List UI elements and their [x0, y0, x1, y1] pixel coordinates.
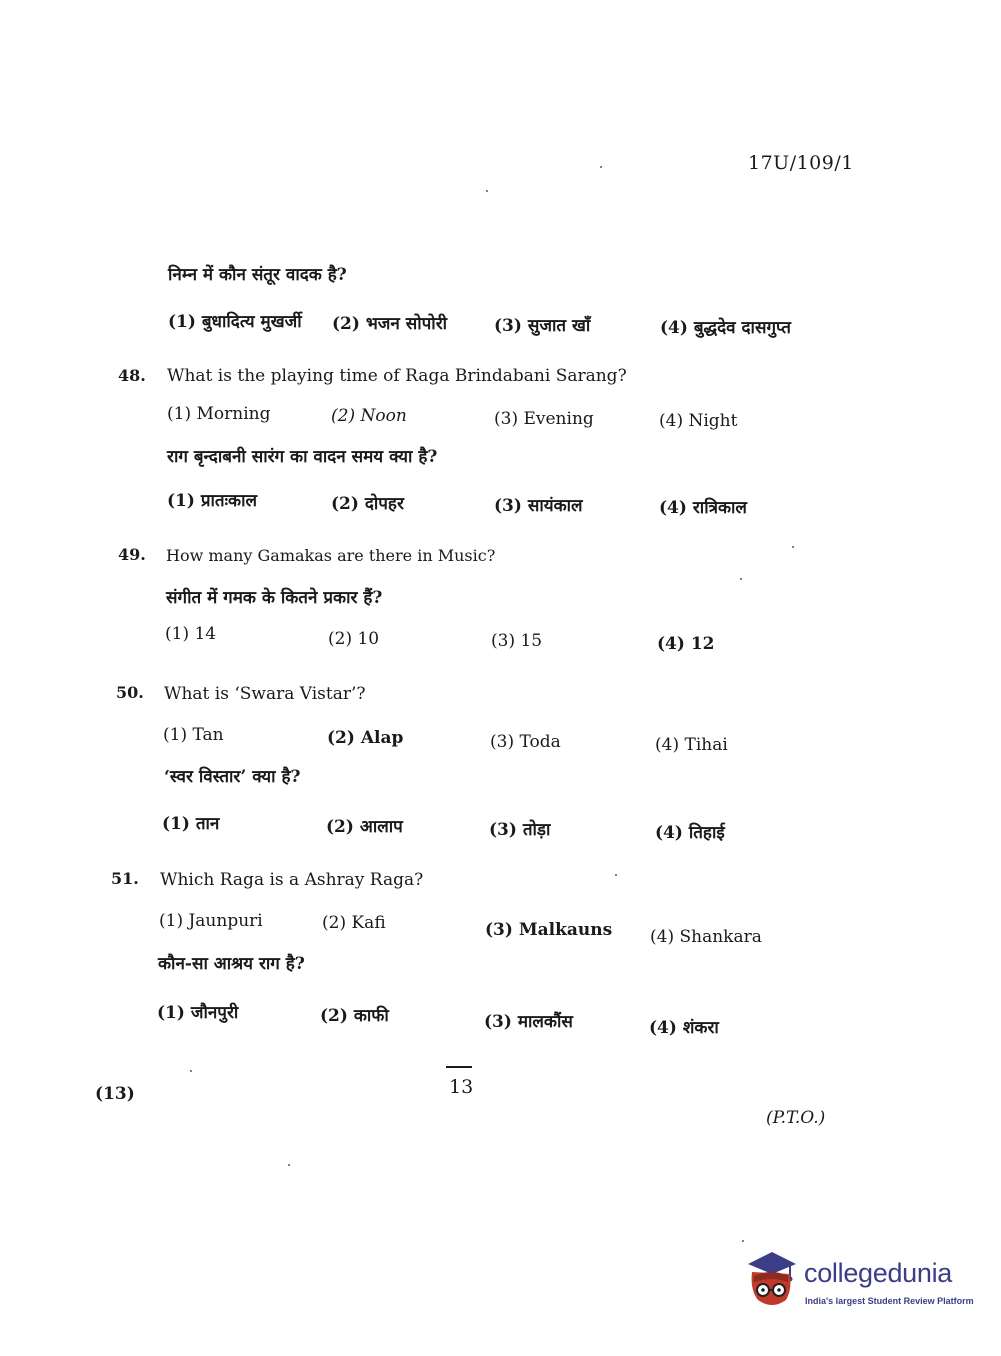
question-51-english: Which Raga is a Ashray Raga?	[160, 870, 424, 890]
q51-option-4: (4) Shankara	[650, 927, 762, 947]
q48-option-1-hindi: (1) प्रातःकाल	[167, 491, 258, 511]
q47-option-2-hindi: (2) भजन सोपोरी	[332, 314, 448, 334]
q50-option-4-hindi: (4) तिहाई	[655, 823, 725, 843]
footer-page-code: (13)	[95, 1084, 135, 1104]
q48-option-3: (3) Evening	[494, 409, 594, 429]
footer-page-number: 13	[449, 1076, 474, 1098]
paper-code: 17U/109/1	[748, 152, 854, 174]
q51-option-2: (2) Kafi	[322, 913, 386, 933]
question-50-number: 50.	[116, 683, 144, 702]
question-49-number: 49.	[118, 545, 146, 564]
question-47-hindi: निम्न में कौन संतूर वादक है?	[168, 265, 347, 285]
q50-option-3-hindi: (3) तोड़ा	[489, 820, 551, 840]
q51-option-3: (3) Malkauns	[485, 920, 613, 940]
q51-option-1-hindi: (1) जौनपुरी	[157, 1003, 239, 1023]
scan-speck	[740, 578, 742, 580]
footer-pto: (P.T.O.)	[766, 1108, 826, 1128]
q49-option-2: (2) 10	[328, 629, 380, 649]
q50-option-4: (4) Tihai	[655, 735, 728, 755]
question-48-english: What is the playing time of Raga Brindabani Sarang?	[167, 366, 627, 386]
question-49-hindi: संगीत में गमक के कितने प्रकार हैं?	[166, 588, 383, 608]
scan-speck	[600, 166, 602, 168]
q50-option-3: (3) Toda	[490, 732, 561, 752]
question-48-number: 48.	[118, 366, 146, 385]
scan-speck	[190, 1070, 192, 1072]
q49-option-3: (3) 15	[491, 631, 543, 651]
question-51-hindi: कौन-सा आश्रय राग है?	[158, 954, 305, 974]
q48-option-4-hindi: (4) रात्रिकाल	[659, 498, 747, 518]
q48-option-4: (4) Night	[659, 411, 738, 431]
collegedunia-logo[interactable]	[742, 1250, 972, 1314]
q50-option-1-hindi: (1) तान	[162, 814, 220, 834]
question-49-english: How many Gamakas are there in Music?	[166, 546, 496, 565]
q49-option-1: (1) 14	[165, 624, 217, 644]
q50-option-1: (1) Tan	[163, 725, 224, 745]
question-50-english: What is ‘Swara Vistar’?	[164, 684, 366, 704]
scan-speck	[615, 874, 617, 876]
q48-option-2: (2) Noon	[331, 406, 407, 426]
q50-option-2-hindi: (2) आलाप	[326, 817, 403, 837]
question-48-hindi: राग बृन्दाबनी सारंग का वादन समय क्या है?	[167, 447, 438, 467]
q47-option-3-hindi: (3) सुजात खाँ	[494, 316, 591, 336]
q51-option-4-hindi: (4) शंकरा	[649, 1018, 719, 1038]
footer-divider	[446, 1066, 472, 1068]
q51-option-2-hindi: (2) काफी	[320, 1006, 389, 1026]
mascot-icon	[742, 1250, 800, 1310]
question-50-hindi: ‘स्वर विस्तार’ क्या है?	[164, 767, 301, 787]
question-51-number: 51.	[111, 869, 139, 888]
q48-option-2-hindi: (2) दोपहर	[331, 494, 404, 514]
scan-speck	[792, 546, 794, 548]
q51-option-1: (1) Jaunpuri	[159, 911, 263, 931]
q47-option-4-hindi: (4) बुद्धदेव दासगुप्त	[660, 318, 791, 338]
logo-tagline: India's largest Student Review Platform	[805, 1296, 974, 1306]
logo-wordmark: collegedunia	[804, 1258, 953, 1288]
q50-option-2: (2) Alap	[327, 728, 404, 748]
q48-option-3-hindi: (3) सायंकाल	[494, 496, 583, 516]
q49-option-4: (4) 12	[657, 634, 715, 654]
scan-speck	[486, 190, 488, 192]
q47-option-1-hindi: (1) बुधादित्य मुखर्जी	[168, 312, 302, 332]
scan-speck	[742, 1240, 744, 1242]
scan-speck	[288, 1164, 290, 1166]
q51-option-3-hindi: (3) मालकौंस	[484, 1012, 573, 1032]
q48-option-1: (1) Morning	[167, 404, 271, 424]
